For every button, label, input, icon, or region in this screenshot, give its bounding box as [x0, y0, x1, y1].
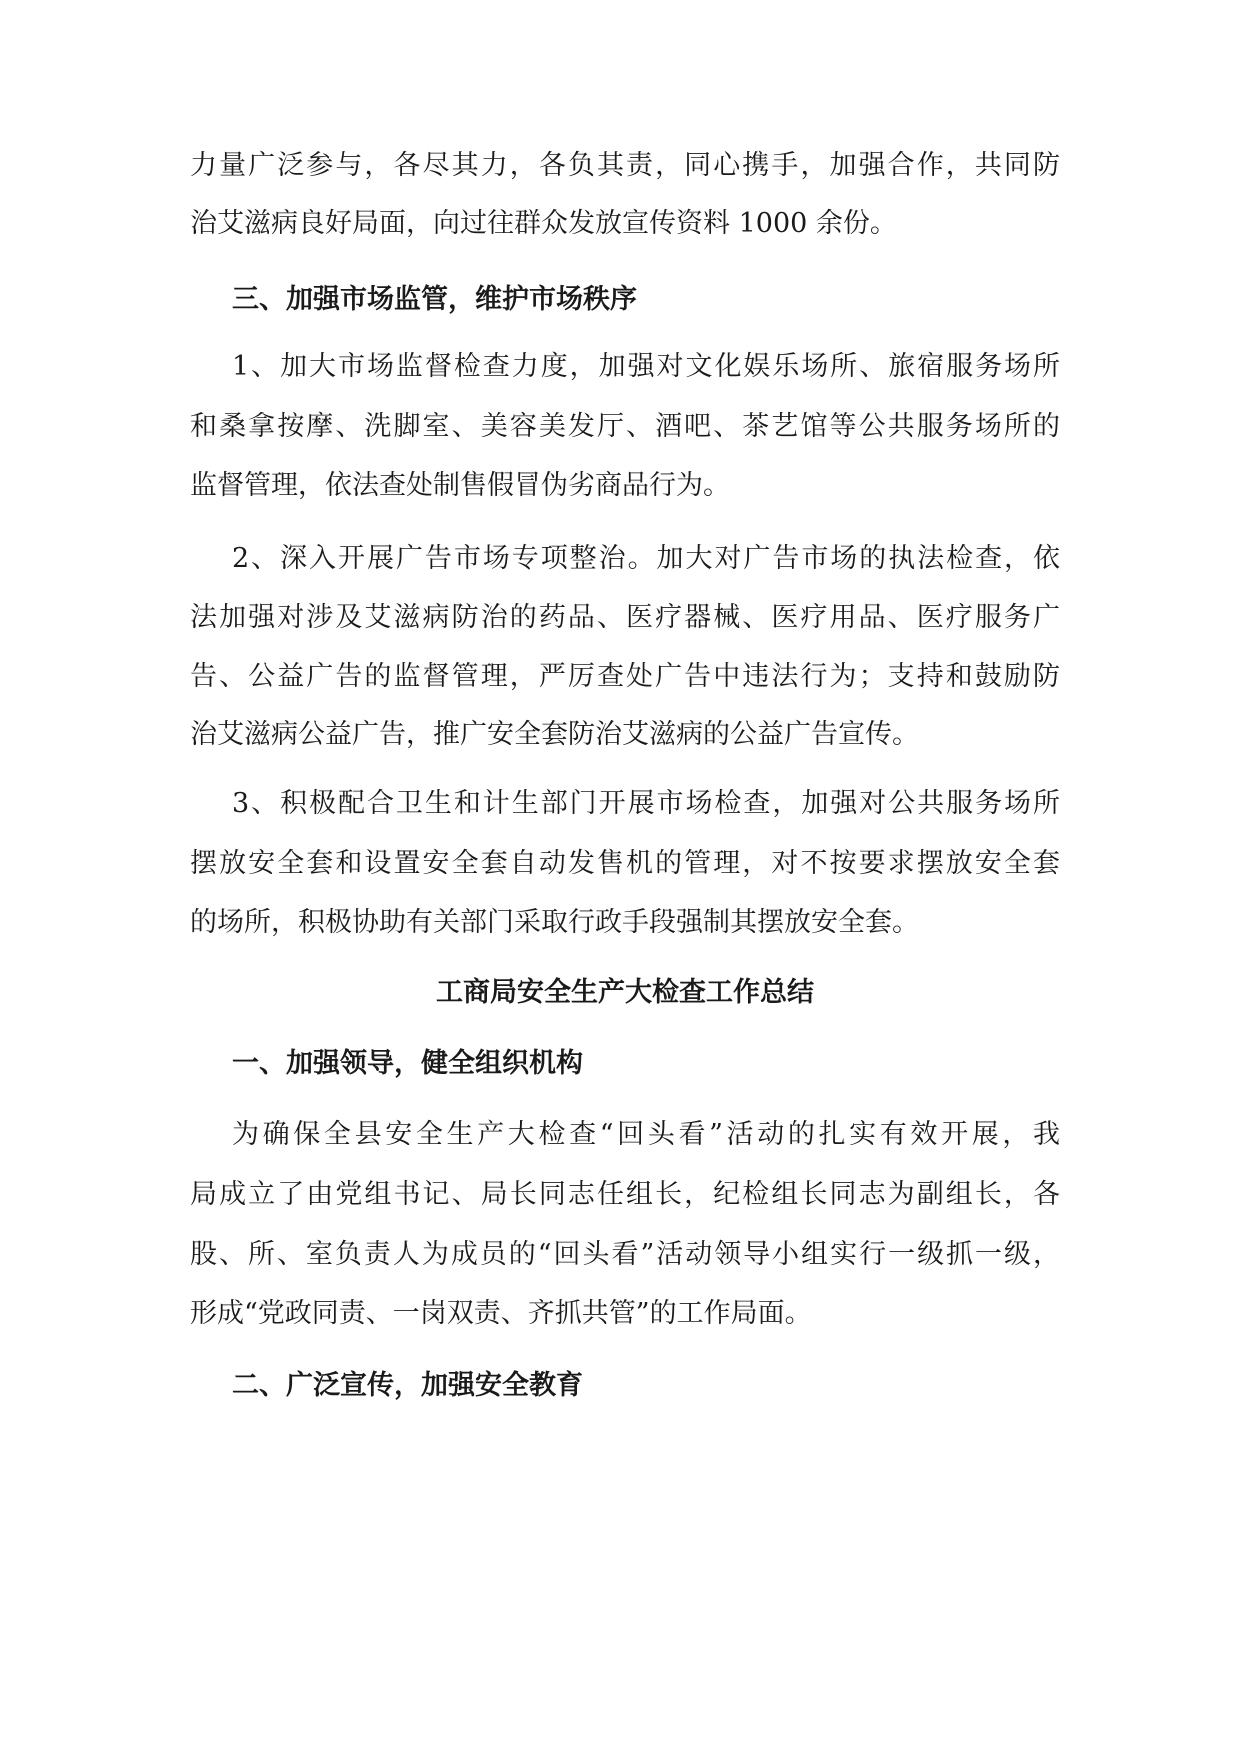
paragraph-line: 1、加大市场监督检查力度，加强对文化娱乐场所、旅宿服务场所 — [232, 351, 1060, 382]
paragraph-line: 法加强对涉及艾滋病防治的药品、医疗器械、医疗用品、医疗服务广 — [190, 602, 1060, 633]
paragraph-line: 2、深入开展广告市场专项整治。加大对广告市场的执法检查，依 — [232, 543, 1060, 574]
paragraph-line: 告、公益广告的监督管理，严厉查处广告中违法行为；支持和鼓励防 — [190, 661, 1060, 692]
paragraph-line: 3、积极配合卫生和计生部门开展市场检查，加强对公共服务场所 — [232, 788, 1060, 819]
paragraph-line: 监督管理，依法查处制售假冒伪劣商品行为。 — [190, 470, 730, 501]
section-heading: 三、加强市场监管，维护市场秩序 — [232, 284, 637, 315]
paragraph-line: 和桑拿按摩、洗脚室、美容美发厅、酒吧、茶艺馆等公共服务场所的 — [190, 411, 1060, 442]
section-heading: 二、广泛宣传，加强安全教育 — [232, 1370, 583, 1401]
paragraph-line: 治艾滋病公益广告，推广安全套防治艾滋病的公益广告宣传。 — [190, 719, 919, 750]
paragraph-line: 摆放安全套和设置安全套自动发售机的管理，对不按要求摆放安全套 — [190, 848, 1060, 879]
paragraph-line: 的场所，积极协助有关部门采取行政手段强制其摆放安全套。 — [190, 907, 919, 938]
paragraph-line: 为确保全县安全生产大检查“回头看”活动的扎实有效开展，我 — [232, 1119, 1060, 1150]
paragraph-line: 股、所、室负责人为成员的“回头看”活动领导小组实行一级抓一级， — [190, 1239, 1060, 1270]
section-heading: 一、加强领导，健全组织机构 — [232, 1048, 583, 1079]
paragraph-line: 局成立了由党组书记、局长同志任组长，纪检组长同志为副组长，各 — [190, 1179, 1060, 1210]
paragraph-line: 治艾滋病良好局面，向过往群众发放宣传资料 1000 余份。 — [190, 208, 897, 239]
paragraph-line: 形成“党政同责、一岗双责、齐抓共管”的工作局面。 — [190, 1298, 812, 1329]
paragraph-line: 力量广泛参与，各尽其力，各负其责，同心携手，加强合作，共同防 — [190, 150, 1060, 181]
document-title: 工商局安全生产大检查工作总结 — [436, 977, 814, 1008]
